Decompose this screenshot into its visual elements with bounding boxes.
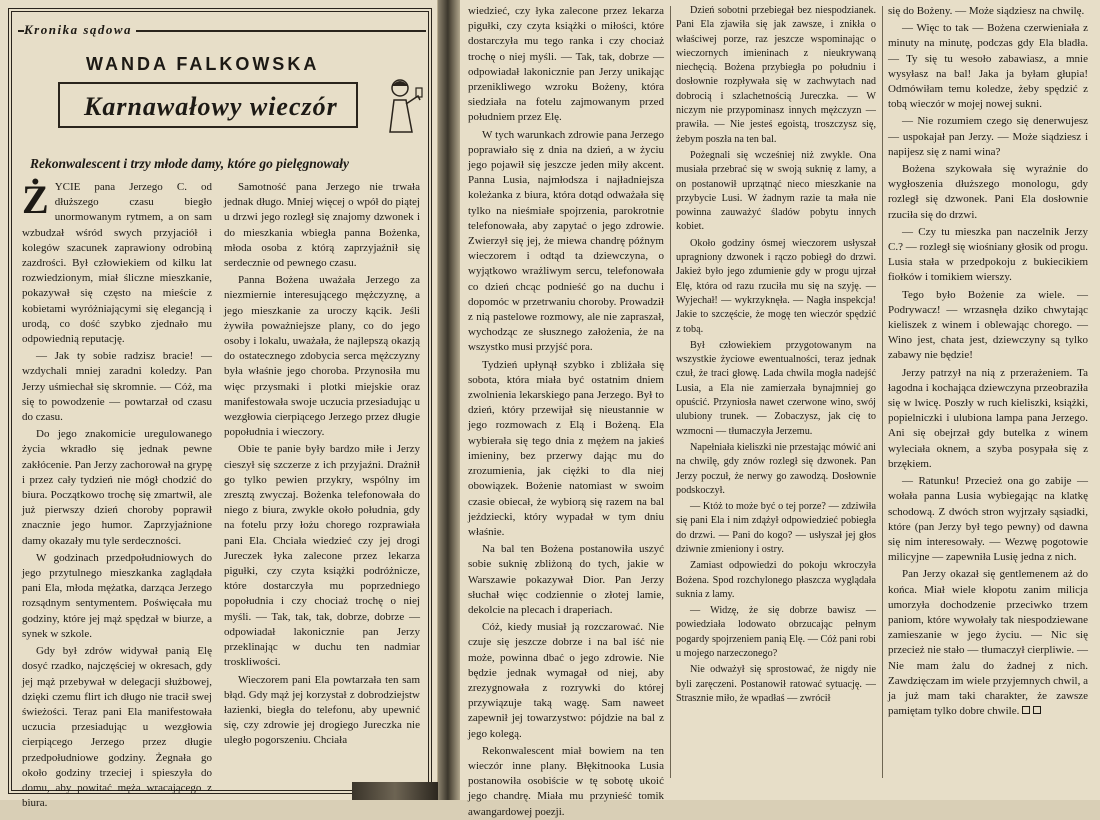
end-square-icon [1033,706,1041,714]
paragraph: — Jak ty sobie radzisz bracie! — wzdychali mniej zaradni koledzy. Pan Jerzy uśmiechał się skromnie. — Cóż, ma się to powodzenie — powtarzał od czasu do czasu. [22,350,212,424]
paragraph: wiedzieć, czy łyka zalecone przez lekarza pigułki, czy czyta książki o miłości, które dostarczyła mu tego ranka i czy chociaż trochę o niej myśli. — Tak, tak, dobrze — odpowiadał lakonicznie pan Jerzy unikając przenikliwego wzroku Bożeny, która siedziała na fotelu zajmowanym przed południem przez Elę. [468,5,664,124]
column-5 [888,4,1088,780]
paragraph: — Nie rozumiem czego się denerwujesz — uspokajał pan Jerzy. — Może siądziesz i napijesz się z nami wina? [888,115,1088,158]
article-subtitle: Rekonwalescent i trzy młode damy, które go pielęgnowały [30,156,349,171]
column-1 [22,177,212,810]
column-divider [882,6,883,778]
right-page [460,0,1100,818]
article-title: Karnawałowy wieczór [84,92,338,121]
column-divider [670,6,671,778]
paragraph: Wieczorem pani Ela powtarzała ten sam błąd. Gdy mąż jej korzystał z dobrodziejstw łazienki, biegła do telefonu, aby upewnić się, czy zdrowie jej drogiego Jureczka nie uległo pogorszeniu. Chciała [224,673,420,747]
paragraph: ŻYCIE pana Jerzego C. od dłuższego czasu biegło unormowanym rytmem, a on sam wzbudzał wśród swych przyjaciół i kolegów szacunek zaprawiony odrobiną zazdrości. Był człowiekiem od kilku lat rozwiedzionym, miał śliczne mieszkanie, pokazywał się często na mieście z kobietami wyróżniającymi się elegancją i urodą, co dość szybko zjednało mu odpowiednią reputację. [22,177,212,346]
paragraph: Nie odważył się sprostować, że nigdy nie byli zaręczeni. Postanowił ratować sytuację. — Strasznie miło, że wpadłaś — zwrócił [676,664,876,704]
paragraph: — Ratunku! Przecież ona go zabije — wołała panna Lusia wybiegając na klatkę schodową. Z dwóch stron wyjrzały sąsiadki, które (pan Jerzy był tego pewny) od dawna się nim interesowały. — Wezwę pogotowie milicyjne — zapewniła Lusię jedna z nich. [888,475,1088,564]
column-4 [676,4,876,780]
column-2 [224,180,420,786]
paragraph: Jerzy patrzył na nią z przerażeniem. Ta łagodna i kochająca dziewczyna przeobraziła się w lwicę. Poszły w ruch kieliszki, książki, popielniczki i ulubiona lampa pana Jerzego. Ani się obejrzał gdy butelka z winem wyleciała oknem, a szyba posypała się z brzękiem. [888,366,1088,470]
paragraph: Do jego znakomicie uregulowanego życia wkradło się jednak pewne zakłócenie. Pan Jerzy zachorował na grypę i przez cały tydzień nie mógł chodzić do biura. Początkowo trochę się zmartwił, ale już pierwszy dzień choroby poprawił znacznie jego humor. Zaprzyjaźnione damy okazały mu tyle serdeczności. [22,428,212,547]
paragraph: — Czy tu mieszka pan naczelnik Jerzy C.? — rozległ się wiośniany głosik od progu. Lusia stała w przedpokoju z bukiecikiem fiołków i tomikiem wierszy. [888,225,1088,284]
paragraph: Obie te panie były bardzo miłe i Jerzy cieszył się szczerze z ich przyjaźni. Drażnił go tylko pewien przykry, wspólny im zresztą zwyczaj. Bożenka telefonowała do niego z biura, zwykle około południa, gdy na fotelu przy łożu chorego rozprawiała pani Ela. Chciała wiedzieć czy jej drogi Jureczek łyka zalecone przez lekarza pigułki, czy czyta książki podróżnicze, które dostarczyła mu poprzedniego popołudnia i czy chociaż trochę o niej myśli. — Tak, tak, tak, dobrze, dobrze — odpowiadał lakonicznie pan Jerzy przeklinając w duchu ten nadmiar troskliwości. [224,443,420,669]
paragraph: — Więc to tak — Bożena czerwieniała z minuty na minutę, podczas gdy Ela bladła. — Ty się tu wesoło zabawiasz, a mnie wysyłasz na bal! Jaka ja byłam głupia! Odmówiłam temu koledze, żeby spędzić z tobą wieczór w mojej nowej sukni. [888,22,1088,111]
title-box [58,82,358,128]
page-gutter [438,0,460,800]
paragraph: Bożena szykowała się wyraźnie do wygłoszenia dłuższego monologu, gdy rozległ się dzwonek. Pani Ela dosłownie rzuciła się do drzwi. [888,163,1088,221]
left-page [0,0,438,810]
woman-illustration-icon [378,74,424,134]
paragraph: Rekonwalescent miał bowiem na ten wieczór inne plany. Błękitnooka Lusia postanowiła osobiście w tę sobotę ukoić jego chandrę. Miała mu przynieść tomik awangardowej poezji. [468,744,664,818]
article-header [18,22,426,140]
paragraph: Tydzień upłynął szybko i zbliżała się sobota, która miała być ostatnim dniem zwolnienia lekarskiego pana Jerzego. Był to dzień, który przewijał się nieustannie w jego rozmowach z Elą i Bożeną. Ela wybierała się tego dnia z mężem na jakieś imieniny, bez przerwy dając mu do zrozumienia, jak ciężki to dla niej obowiązek. Bożenie natomiast w swoim czasie obiecał, że wybiorą się razem na bal jeździecki, który wypadał w tym dniu właśnie. [468,358,664,538]
paragraph: Napełniała kieliszki nie przestając mówić ani na chwilę, gdy znów rozległ się dzwonek. Pan Jerzy poczuł, że nerwy go zawodzą. Dosłownie podskoczył. [676,441,876,496]
end-square-icon [1022,706,1030,714]
paragraph: Był człowiekiem przygotowanym na wszystkie życiowe ewentualności, teraz jednak czuł, że traci głowę. Lada chwila mogła nadejść Lusia, a Ela nie zamierzała bynajmniej go opuścić. Przyniosła nawet czerwone wino, swój ulubiony trunek. — Zobaczysz, jak cię to wzmocni — tłumaczyła Jerzemu. [676,339,876,437]
paragraph: Panna Bożena uważała Jerzego za niezmiernie interesującego mężczyznę, a jego mieszkanie za uroczy kącik. Jeśli żywiła poważniejsze plany, co do jego osoby i lokalu, uważała, że najlepszą okazją do ostatecznego zdobycia serca mężczyzny była właśnie jego choroba. Przynosiła mu więc przysmaki i plotki miejskie oraz manifestowała swoje uczucia przesiadując u wezgłowia cierpiącego Jerzego przez długie popołudnia i wieczory. [224,274,420,439]
paragraph: Samotność pana Jerzego nie trwała jednak długo. Mniej więcej o wpół do piątej u drzwi jego rozległ się znajomy dzwonek i do mieszkania wbiegła panna Bożenka, młoda osoba z którą zaprzyjaźnił się serdecznie od pewnego czasu. [224,181,420,270]
paragraph: Zamiast odpowiedzi do pokoju wkroczyła Bożena. Spod rozchylonego płaszcza wyglądała suknia z lamy. [676,560,876,600]
photo-fragment [352,782,438,800]
paragraph: Na bal ten Bożena postanowiła uszyć sobie suknię zbliżoną do tych, jakie w Warszawie pokazywał Dior. Pan Jerzy słuchał więc codziennie o złotej lamie, dekolcie na plecach i draperiach. [468,543,664,616]
paragraph: — Widzę, że się dobrze bawisz — powiedziała lodowato obrzucając pełnym pogardy spojrzeniem panią Elę. — Cóż pani robi u mojego narzeczonego? [676,605,876,660]
column-3 [468,4,664,818]
paragraph: Tego było Bożenie za wiele. — Podrywacz! — wrzasnęła dziko chwytając kieliszek z winem i oblewając chorego. — Wino jest, chata jest, dziewczyny są tylko zabawy nie będzie! [888,288,1088,362]
paragraph: Dzień sobotni przebiegał bez niespodzianek. Pani Ela zjawiła się jak zawsze, i znikła o właściwej porze, raz jeszcze wspominając o wieczornych imieninach z nieukrywaną niechęcią. Bożena przybiegła po południu i dosłownie rozpływała się w zachwytach nad dobrocią i szlachetnością Jureczka. — W niczym nie przypominasz innych mężczyzn — prawiła. — Nie jesteś egoistą, troszczysz się, żebym poszła na ten bal. [676,5,876,145]
paragraph: W tych warunkach zdrowie pana Jerzego poprawiało się z dnia na dzień, a w życiu jego pojawił się jeszcze jeden miły akcent. Panna Lusia, najmłodsza i najładniejsza koleżanka z biura, która dotąd odważała się tylko na nieśmiałe spojrzenia, parokrotnie telefonowała, aby zapytać o jego zdrowie. Zwierzył się jej, że miewa chandrę późnym wieczorem i odtąd ta dziewczyna, o wyjątkowo wrażliwym sercu, telefonowała co dzień chcąc podnieść go na duchu i dopomóc w przetrwaniu choroby. Prowadził z nią pastelowe rozmowy, ale nie zapraszał, wychodząc ze słusznego założenia, że na wszystko musi przyjść pora. [468,128,664,354]
paragraph: Cóż, kiedy musiał ją rozczarować. Nie czuje się jeszcze dobrze i na bal iść nie może, powinna dbać o jego zdrowie. Nie będzie jednak wymagał od niej, aby zrezygnowała z rozrywki do której przywiązuje taką wagę. Sam naweet zapewnił jej towarzystwo: pójdzie na bal z jego kolegą. [468,621,664,740]
paragraph: Gdy był zdrów widywał panią Elę dosyć rzadko, najczęściej w okresach, gdy jej mąż przebywał w delegacji służbowej, dzięki czemu flirt ich długo nie tracił swej świeżości. Teraz pani Ela manifestowała uczucia przesiadując u wezgłowia cierpiącego Jerzego przez długie przedpołudniowe godziny. Żegnała go około godziny trzeciej i spieszyła do domu, aby powitać męża wracającego z biura. [22,645,212,810]
paragraph: — Któż to może być o tej porze? — zdziwiła się pani Ela i nim zdążył odpowiedzieć pobiegła do drzwi. — Pani do kogo? — usłyszał jej głos dziwnie zmieniony i ostry. [676,501,876,555]
paragraph: Pożegnali się wcześniej niż zwykle. Ona musiała przebrać się w swoją suknię z lamy, a on postanowił uprzątnąć nieco mieszkanie na przybycie Lusi. W żadnym razie ta mała nie powinna zauważyć śladów pobytu innych kobiet. [676,149,876,233]
paragraph: Około godziny ósmej wieczorem usłyszał upragniony dzwonek i rączo pobiegł do drzwi. Jakież było jego zdumienie gdy w progu ujrzał Elę, która od razu rzuciła mu się na szyję. — Wyjechał! — wykrzyknęła. — Nagła inspekcja! Jakie to szczęście, że mogę ten wieczór spędzić z tobą. [676,237,876,335]
section-label: Kronika sądowa [24,22,136,38]
paragraph: Pan Jerzy okazał się gentlemenem aż do końca. Miał wiele kłopotu zanim milicja umorzyła dochodzenie przeciwko trzem paniom, które wywołały tak niespodziewane zamieszanie w jego życiu. — Nic się przecież nie stało — tłumaczył cierpliwie. — Nie mam żalu do żadnej z nich. Zawdzięczam im wiele przyjemnych chwil, a ja już mam taki charakter, że zawsze pamiętam tylko dobre chwile. [888,568,1088,718]
paragraph: W godzinach przedpołudniowych do jego przytulnego mieszkanka zaglądała pani Ela, młoda mężatka, darząca Jerzego rozsądnym sentymentem. Poświęcała mu godziny, które jej mąż spędzał w biurze, a synek w szkole. [22,551,212,640]
drop-cap: Ż [22,177,49,222]
author-name: WANDA FALKOWSKA [86,54,320,74]
paragraph: się do Bożeny. — Może siądziesz na chwilę. [888,5,1085,17]
